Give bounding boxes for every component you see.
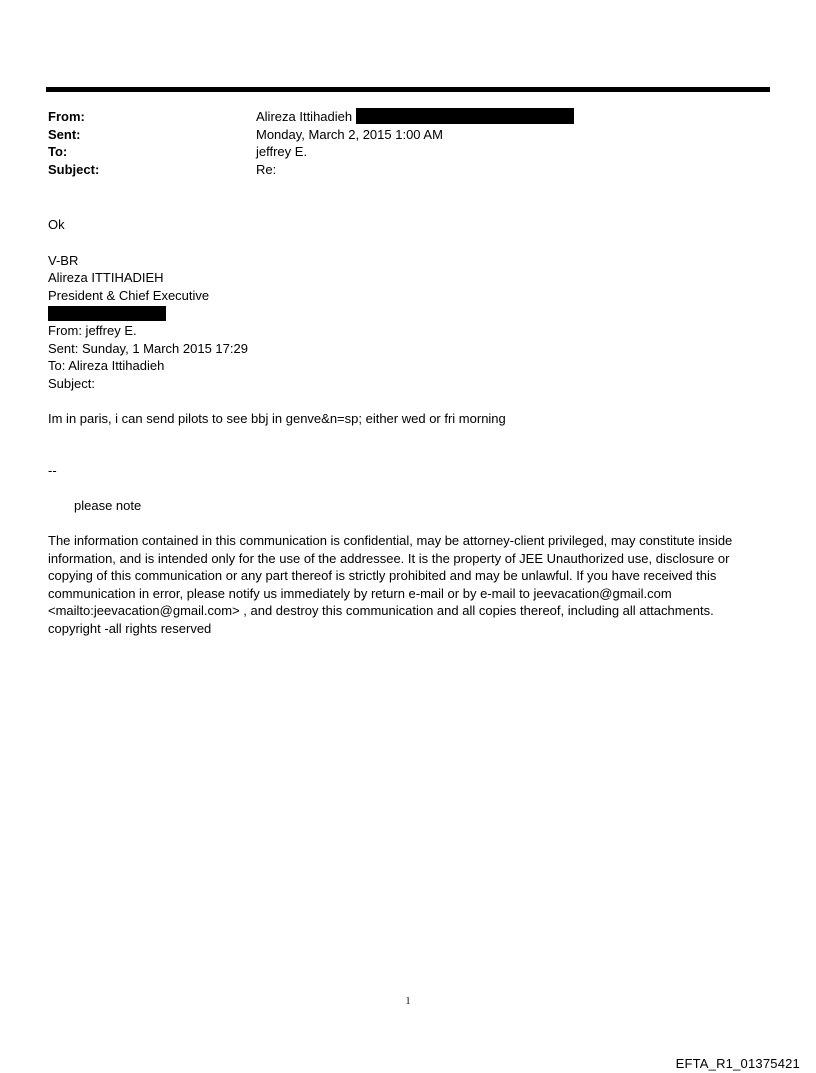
document-id: EFTA_R1_01375421 [675,1056,800,1071]
email-header [48,108,768,178]
header-divider [46,87,770,92]
please-note: please note [74,498,142,513]
to-value: jeffrey E. [256,144,308,159]
quoted-subject: Subject: [48,375,95,391]
sent-value: Monday, March 2, 2015 1:00 AM [256,126,443,142]
quoted-to: To: Alireza Ittihadieh [48,358,165,373]
sent-label: Sent: [48,126,81,142]
subject-row [48,161,768,179]
quoted-sent: Sent: Sunday, 1 March 2015 17:29 [48,340,248,356]
signature-separator: -- [48,463,57,478]
from-row [48,108,768,126]
sender-name: Alireza Ittihadieh [256,109,353,124]
redacted-email-address [356,108,574,124]
page-number: 1 [405,996,411,1007]
signature-line: V-BR [48,252,79,268]
from-value [256,108,574,126]
to-row [48,143,768,161]
quoted-message: Im in paris, i can send pilots to see bbj in genve&n=sp; either wed or fri morning [48,410,506,426]
email-body [48,216,768,637]
signature-title: President & Chief Executive [48,287,210,303]
subject-label: Subject: [48,161,100,177]
from-label: From: [48,109,85,124]
to-label: To: [48,144,68,159]
confidentiality-disclaimer: The information contained in this communication is confidential, may be attorney-client privileged, may constitute inside information, and is intended only for the use of the addressee. It is the property of JEE Unauthorized use, disclosure or copying of this communication or any part thereof is strictly prohibited and may be unlawful. If you have received this communication in error, please notify us immediately by return e-mail or by e-mail to jeevacation@gmail.com <mailto:jeevacation@gmail.com> , and destroy this communication and all copies thereof, including all attachments. copyright -all rights reserved [48,533,733,636]
subject-value: Re: [256,161,277,177]
signature-name: Alireza ITTIHADIEH [48,270,164,285]
reply-text: Ok [48,217,65,232]
sent-row [48,126,768,144]
quoted-from: From: jeffrey E. [48,323,137,338]
redacted-signature-detail [48,306,166,321]
